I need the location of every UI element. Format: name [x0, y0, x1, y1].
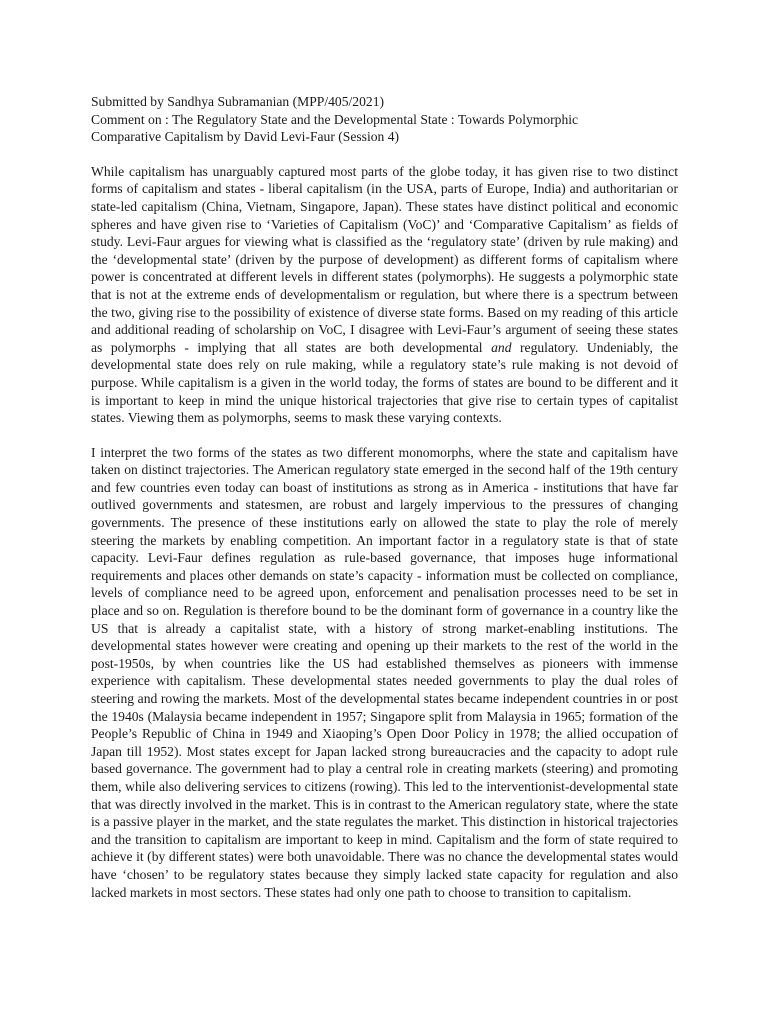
- paragraph-1-part-1: While capitalism has unarguably captured most parts of the globe today, it has given rise to two distinct forms of capitalism and states - liberal capitalism (in the USA, parts of Europe, India) and authoritarian or state-led capitalism (China, Vietnam, Singapore, Japan). These states have distinct political and economic spheres and have given rise to ‘Varieties of Capitalism (VoC)’ and ‘Comparative Capitalism’ as fields of study. Levi-Faur argues for viewing what is classified as the ‘regulatory state’ (driven by rule making) and the ‘developmental state’ (driven by the purpose of development) as different forms of capitalism where power is concentrated at different levels in different states (polymorphs). He suggests a polymorphic state that is not at the extreme ends of developmentalism or regulation, but where there is a spectrum between the two, giving rise to the possibility of existence of diverse state forms. Based on my reading of this article and additional reading of scholarship on VoC, I disagree with Levi-Faur’s argument of seeing these states as polymorphs - implying that all states are both developmental: [91, 163, 678, 355]
- paragraph-1-part-2: regulatory. Undeniably, the developmental state does rely on rule making, while a regulatory state’s rule making is not devoid of purpose. While capitalism is a given in the world today, the forms of states are bound to be different and it is important to keep in mind the unique historical trajectories that give rise to certain types of capitalist states. Viewing them as polymorphs, seems to mask these varying contexts.: [91, 339, 678, 426]
- submitted-by-line: [91, 93, 678, 111]
- session-line: Comparative Capitalism by David Levi-Faur (Session 4): [91, 129, 400, 145]
- student-id: MPP/405/2021: [297, 94, 380, 109]
- document-page: [91, 93, 678, 918]
- submitted-by-suffix: ): [379, 94, 385, 109]
- submitted-by-prefix: Submitted by Sandhya Subramanian (: [91, 94, 298, 109]
- document-header: [91, 93, 678, 146]
- paragraph-1: [91, 163, 678, 427]
- paragraph-1-emphasis: and: [491, 339, 512, 355]
- paragraph-2: I interpret the two forms of the states as two different monomorphs, where the state and capitalism have taken on distinct trajectories. The American regulatory state emerged in the second half of the 19th century and few countries even today can boast of institutions as strong as in America - institutions that have far outlived governments and statesmen, are robust and largely impervious to the pressures of changing governments. The presence of these institutions early on allowed the state to play the role of merely steering the markets by enabling competition. An important factor in a regulatory state is that of state capacity. Levi-Faur defines regulation as rule-based governance, that imposes huge informational requirements and places other demands on state’s capacity - information must be collected on compliance, levels of compliance need to be agreed upon, enforcement and penalisation processes need to be set in place and so on. Regulation is therefore bound to be the dominant form of governance in a country like the US that is already a capitalist state, with a history of strong market-enabling institutions. The developmental states however were creating and opening up their markets to the rest of the world in the post-1950s, by when countries like the US had established themselves as pioneers with immense experience with capitalism. These developmental states needed governments to play the dual roles of steering and rowing the markets. Most of the developmental states became independent countries in or post the 1940s (Malaysia became independent in 1957; Singapore split from Malaysia in 1965; formation of the People’s Republic of China in 1949 and Xiaoping’s Open Door Policy in 1978; the allied occupation of Japan till 1952). Most states except for Japan lacked strong bureaucracies and the capacity to adopt rule based governance. The government had to play a central role in creating markets (steering) and promoting them, while also delivering services to citizens (rowing). This led to the interventionist-developmental state that was directly involved in the market. This is in contrast to the American regulatory state, where the state is a passive player in the market, and the state regulates the market. This distinction in historical trajectories and the transition to capitalism are important to keep in mind. Capitalism and the form of state required to achieve it (by different states) were both unavoidable. There was no chance the developmental states would have ‘chosen’ to be regulatory states because they simply lacked state capacity for regulation and also lacked markets in most sectors. These states had only one path to choose to transition to capitalism.: [91, 444, 678, 900]
- comment-on-line: Comment on : The Regulatory State and the Developmental State : Towards Polymorphic: [91, 111, 579, 127]
